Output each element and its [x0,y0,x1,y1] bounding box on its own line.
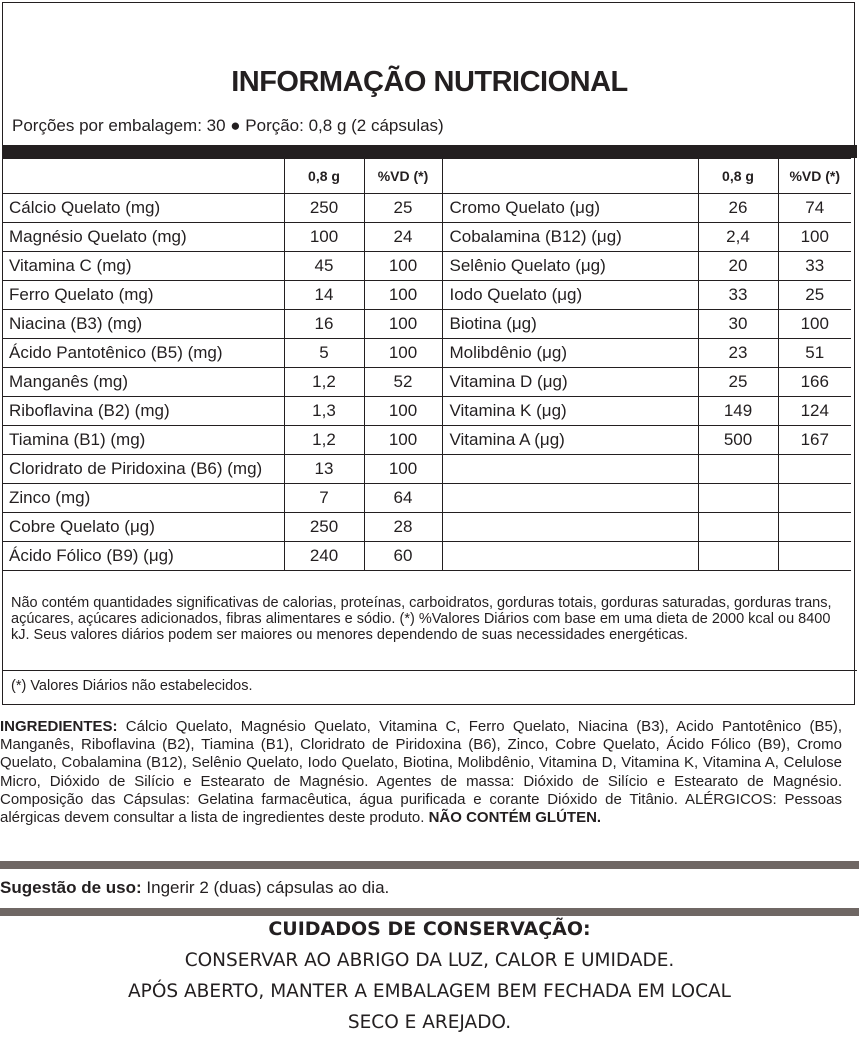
care-line: SECO E AREJADO. [347,1012,512,1033]
table-row [2,426,851,455]
nutrient-name: Manganês (mg) [2,368,284,397]
nutrition-table [2,158,851,571]
usage-label: Sugestão de uso: [0,878,142,897]
table-header-bar [2,145,857,158]
nutrient-vd: 52 [364,368,442,397]
nutrient-amount: 5 [284,339,364,368]
care-title: CUIDADOS DE CONSERVAÇÃO: [268,918,591,940]
table-row [2,397,851,426]
nutrient-vd: 100 [364,397,442,426]
nutrient-amount: 45 [284,252,364,281]
nutrient-vd: 124 [778,397,851,426]
table-row [2,455,851,484]
nutrient-vd: 100 [364,426,442,455]
nutrient-amount: 33 [698,281,778,310]
nutrient-amount: 7 [284,484,364,513]
nutrient-vd: 100 [364,310,442,339]
nutrient-amount: 1,2 [284,368,364,397]
usage-text: Ingerir 2 (duas) cápsulas ao dia. [141,878,390,897]
nutrient-name: Cálcio Quelato (mg) [2,194,284,223]
nutrient-amount: 13 [284,455,364,484]
header-amount: 0,8 g [698,159,778,194]
nutrient-vd: 74 [778,194,851,223]
table-row [2,339,851,368]
nutrient-name: Ferro Quelato (mg) [2,281,284,310]
nutrient-amount: 500 [698,426,778,455]
table-row [2,484,851,513]
header-blank [442,159,698,194]
nutrient-amount: 25 [698,368,778,397]
nutrient-amount: 240 [284,542,364,571]
nutrient-vd: 64 [364,484,442,513]
header-vd: %VD (*) [778,159,851,194]
nutrient-name: Vitamina K (μg) [442,397,698,426]
empty-cell [698,513,778,542]
nutrient-name: Cobalamina (B12) (μg) [442,223,698,252]
nutrient-amount: 26 [698,194,778,223]
nutrient-vd: 25 [364,194,442,223]
ingredients-text: Cálcio Quelato, Magnésio Quelato, Vitamina C, Ferro Quelato, Niacina (B3), Acido Pantotênico (B5), Manganês, Riboflavina (B2), Tiamina (B1), Cloridrato de Piridoxina (B6), Zinco, Cobre Quelato, Ácido Fólico (B9), Cromo Quelato, Cobalamina (B12), Selênio Quelato, Iodo Quelato, Biotina, Molibdênio, Vitamina D, Vitamina K, Vitamina A, Celulose Micro, Dióxido de Silício e Estearato de Magnésio. Agentes de massa: Dióxido de Silício e Estearato de Magnésio. Composição das Cápsulas: Gelatina farmacêutica, água purificada e corante Dióxido de Titânio. ALÉRGICOS: Pessoas alérgicas devem consultar a lista de ingredientes deste produto. [0,718,842,827]
nutrient-name: Ácido Pantotênico (B5) (mg) [2,339,284,368]
nutrient-vd: 33 [778,252,851,281]
footnote-divider [2,670,857,671]
nutrition-title: INFORMAÇÃO NUTRICIONAL [231,66,628,98]
nutrient-vd: 24 [364,223,442,252]
nutrient-name: Iodo Quelato (μg) [442,281,698,310]
empty-cell [698,455,778,484]
nutrient-amount: 149 [698,397,778,426]
header-amount: 0,8 g [284,159,364,194]
nutrient-amount: 14 [284,281,364,310]
nutrient-amount: 1,2 [284,426,364,455]
nutrient-name: Vitamina D (μg) [442,368,698,397]
empty-cell [778,455,851,484]
nutrient-amount: 20 [698,252,778,281]
nutrient-name: Vitamina C (mg) [2,252,284,281]
nutrient-name: Magnésio Quelato (mg) [2,223,284,252]
table-row [2,194,851,223]
nutrient-vd: 100 [364,455,442,484]
table-row [2,513,851,542]
table-row [2,223,851,252]
table-row [2,252,851,281]
nutrient-amount: 100 [284,223,364,252]
nutrient-name: Biotina (μg) [442,310,698,339]
care-line: APÓS ABERTO, MANTER A EMBALAGEM BEM FECHADA EM LOCAL [128,981,731,1002]
nutrient-amount: 16 [284,310,364,339]
empty-cell [442,542,698,571]
empty-cell [778,513,851,542]
ingredients-block [0,718,842,827]
storage-care [0,914,859,1038]
care-line: CONSERVAR AO ABRIGO DA LUZ, CALOR E UMIDADE. [184,950,675,971]
nutrient-name: Tiamina (B1) (mg) [2,426,284,455]
nutrient-name: Molibdênio (μg) [442,339,698,368]
nutrient-name: Cloridrato de Piridoxina (B6) (mg) [2,455,284,484]
nutrient-vd: 100 [778,310,851,339]
nutrient-vd: 100 [778,223,851,252]
empty-cell [442,513,698,542]
nutrient-amount: 1,3 [284,397,364,426]
vd-footnote: (*) Valores Diários não estabelecidos. [11,678,253,694]
nutrient-amount: 30 [698,310,778,339]
nutrient-vd: 51 [778,339,851,368]
empty-cell [698,484,778,513]
ingredients-label: INGREDIENTES: [0,718,118,735]
nutrient-name: Riboflavina (B2) (mg) [2,397,284,426]
nutrient-vd: 100 [364,281,442,310]
nutrient-vd: 166 [778,368,851,397]
nutrient-amount: 23 [698,339,778,368]
empty-cell [778,484,851,513]
nutrient-vd: 28 [364,513,442,542]
nutrient-vd: 60 [364,542,442,571]
empty-cell [778,542,851,571]
table-row [2,281,851,310]
divider-top [0,861,859,869]
nutrient-amount: 250 [284,194,364,223]
nutrient-name: Cromo Quelato (μg) [442,194,698,223]
empty-cell [698,542,778,571]
header-vd: %VD (*) [364,159,442,194]
empty-cell [442,455,698,484]
nutrient-vd: 25 [778,281,851,310]
portions-info: Porções por embalagem: 30 ● Porção: 0,8 g (2 cápsulas) [12,116,444,135]
nutrient-name: Cobre Quelato (μg) [2,513,284,542]
table-row [2,368,851,397]
table-row [2,310,851,339]
empty-cell [442,484,698,513]
nutrient-name: Ácido Fólico (B9) (μg) [2,542,284,571]
usage-suggestion [0,878,389,898]
nutrient-name: Niacina (B3) (mg) [2,310,284,339]
nutrient-vd: 167 [778,426,851,455]
nutrient-amount: 250 [284,513,364,542]
nutrient-vd: 100 [364,339,442,368]
nutrient-name: Vitamina A (μg) [442,426,698,455]
nutrient-amount: 2,4 [698,223,778,252]
nutrient-vd: 100 [364,252,442,281]
gluten-warning: NÃO CONTÉM GLÚTEN. [428,809,602,827]
nutrient-name: Zinco (mg) [2,484,284,513]
nutrition-footnote: Não contém quantidades significativas de calorias, proteínas, carboidratos, gorduras totais, gorduras saturadas, gorduras trans, açúcares, açúcares adicionados, fibras alimentares e sódio. (*) %Valores Diários com base em uma dieta de 2000 kcal ou 8400 kJ. Seus valores diários podem ser maiores ou menores dependendo de suas necessidades energéticas. [11,595,832,643]
nutrient-name: Selênio Quelato (μg) [442,252,698,281]
table-row [2,542,851,571]
header-blank [2,159,284,194]
table-header-row [2,159,851,194]
